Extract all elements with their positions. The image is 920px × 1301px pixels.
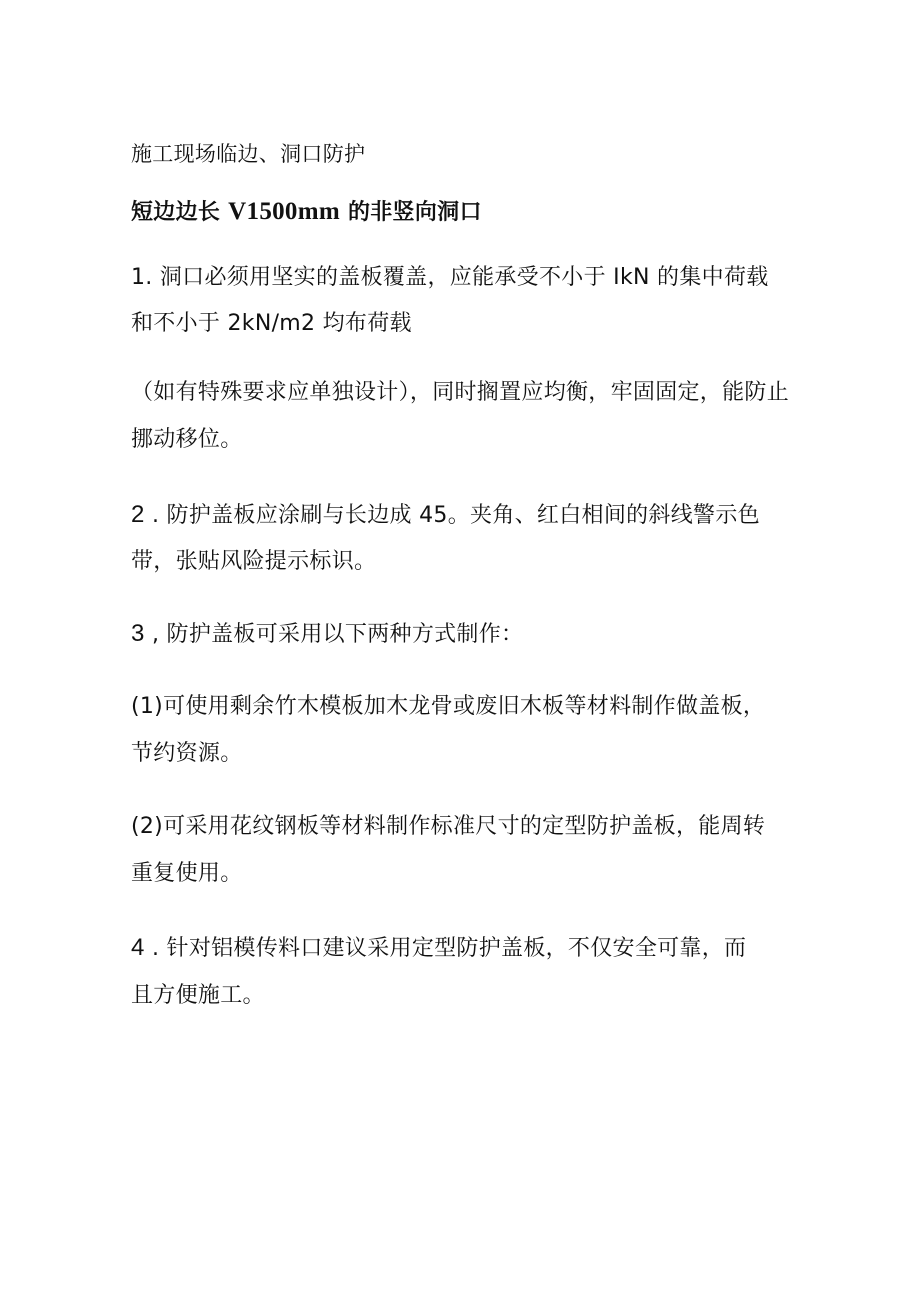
item-2-line-1 — [131, 501, 760, 530]
item-3-text: , 防护盖板可采用以下两种方式制作： — [144, 622, 524, 647]
item-3-2-line-2: 重复使用。 — [131, 861, 243, 886]
item-2-line-2: 带，张贴风险提示标识。 — [131, 549, 377, 574]
section-heading — [131, 198, 482, 227]
item-3-1-line-1: (1)可使用剩余竹木模板加木龙骨或废旧木板等材料制作做盖板， — [131, 694, 766, 719]
item-4-line-1 — [131, 934, 746, 963]
section-heading-suffix: 的非竖向洞口 — [347, 200, 482, 225]
section-heading-measure: V1500mm — [228, 198, 340, 225]
item-1-line-3: （如有特殊要求应单独设计），同时搁置应均衡，牢固固定，能防止 — [131, 380, 790, 405]
section-heading-prefix: 短边边长 — [131, 200, 221, 225]
item-4-text: . 针对铝模传料口建议采用定型防护盖板，不仅安全可靠，而 — [144, 936, 747, 961]
item-3-1-line-2: 节约资源。 — [131, 741, 243, 766]
item-3-line-1 — [131, 620, 523, 649]
document-title: 施工现场临边、洞口防护 — [131, 142, 366, 166]
item-1-line-1: 1. 洞口必须用坚实的盖板覆盖，应能承受不小于 IkN 的集中荷载 — [131, 265, 769, 290]
item-2-text: . 防护盖板应涂刷与长边成 45。夹角、红白相间的斜线警示色 — [144, 503, 760, 528]
item-3-2-line-1: (2)可采用花纹钢板等材料制作标准尺寸的定型防护盖板，能周转 — [131, 814, 766, 839]
item-1-line-4: 挪动移位。 — [131, 427, 243, 452]
item-1-line-2: 和不小于 2kN/m2 均布荷载 — [131, 311, 412, 336]
item-4-line-2: 且方便施工。 — [131, 983, 265, 1008]
item-2-number: 2 — [131, 501, 145, 528]
item-4-number: 4 — [131, 934, 145, 961]
item-3-number: 3 — [131, 620, 145, 647]
